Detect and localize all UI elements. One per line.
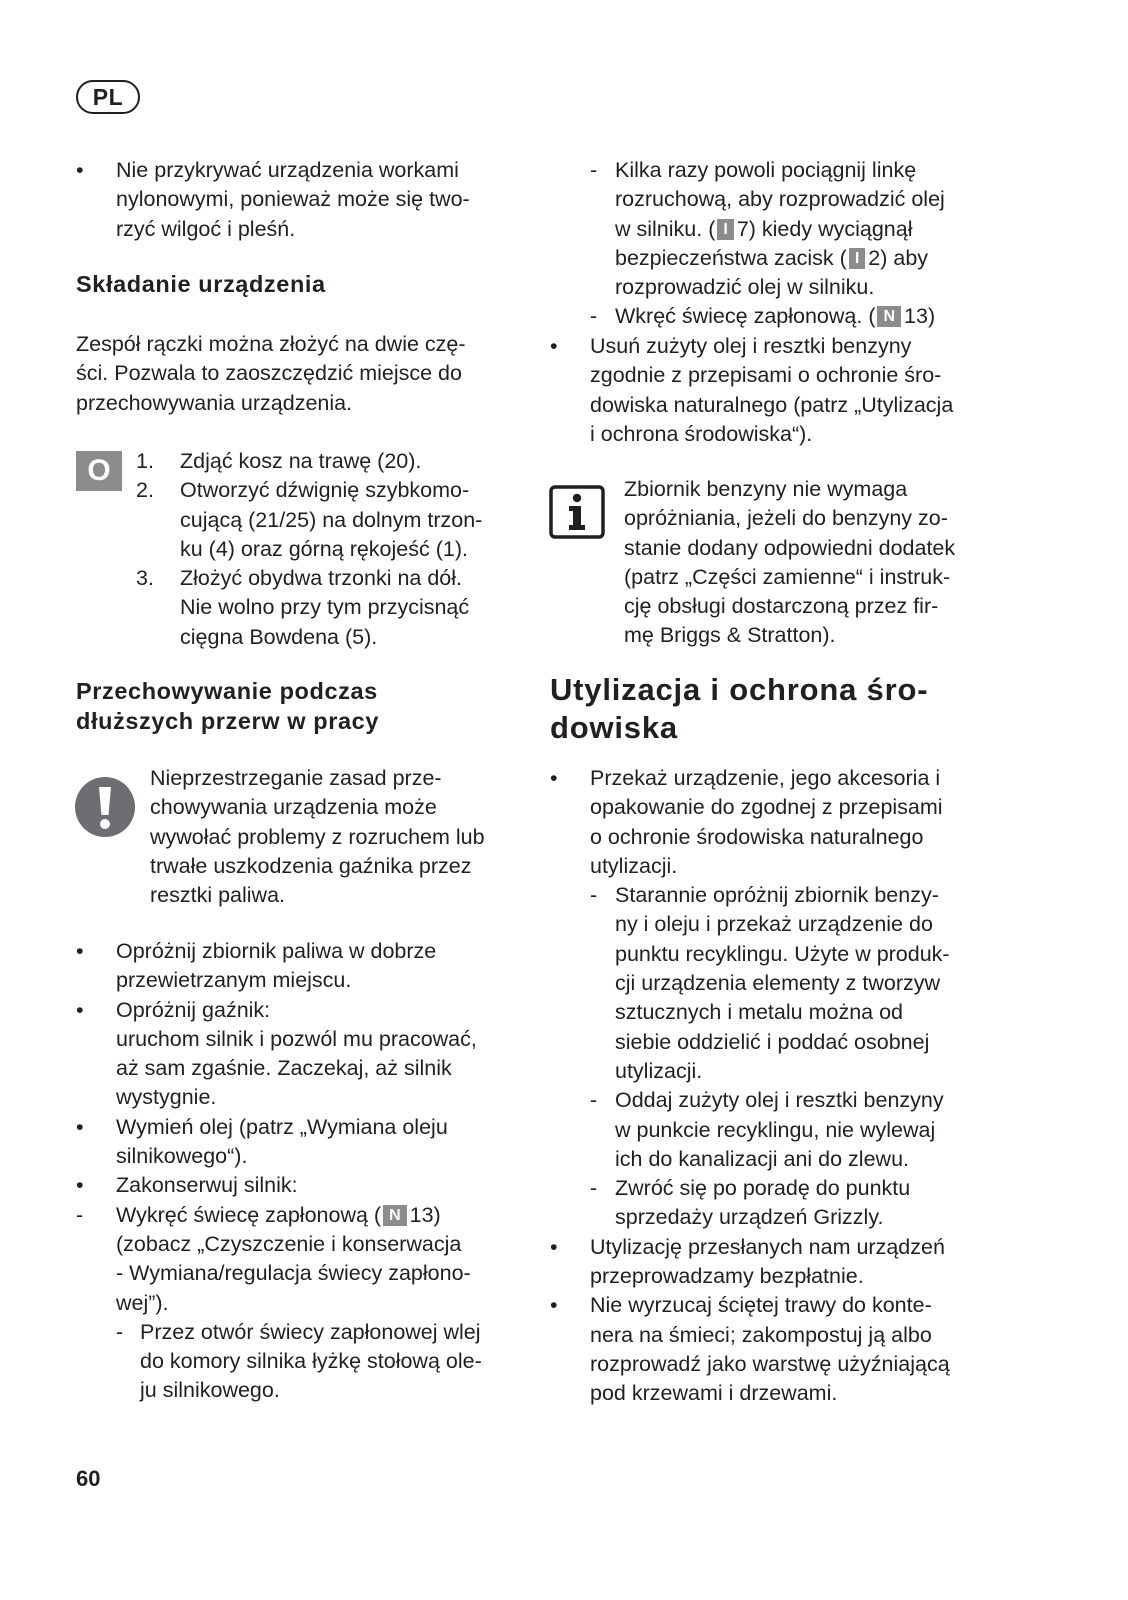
text-line: zgodnie z przepisami o ochronie śro- [590,363,942,388]
text-line: Nieprzestrzeganie zasad prze- [150,766,442,790]
step-item [136,476,536,564]
dash-mark: - [590,1088,598,1113]
text-line: Zespół rączki można złożyć na dwie czę- [76,332,466,356]
text-line: Wymień olej (patrz „Wymiana oleju [116,1114,448,1139]
text-line: cji urządzenia elementy z tworzyw [615,971,941,996]
text-line: rozprowadzić olej w silniku. [615,275,875,300]
heading-line: dłuższych przerw w pracy [76,708,380,734]
text-line: Utylizację przesłanych nam urządzeń [590,1234,945,1259]
text-line: wystygnie. [116,1085,217,1110]
text-line: Przekaż urządzenie, jego akcesoria i [590,766,941,790]
text-line: w punkcie recyklingu, nie wylewaj [615,1117,936,1142]
text-line: utylizacji. [590,853,678,878]
text-line: trwałe uszkodzenia gaźnika przez [150,853,472,878]
storage-list [76,937,541,1406]
text-line: cję obsługi dostarczoną przez fir- [624,594,939,619]
text-line: Starannie opróżnij zbiornik benzy- [615,883,939,908]
text-line: Zbiornik benzyny nie wymaga [624,477,908,501]
text-line: dowiska naturalnego (patrz „Utylizacja [590,392,954,417]
list-item [590,881,1050,1086]
text-span: Wykręć świecę zapłonową ( [116,1202,382,1227]
text-line [615,302,1035,331]
list-item [76,937,541,996]
heading-line: Przechowywanie podczas [76,678,378,704]
text-line: silnikowego“). [116,1144,248,1169]
page-number: 60 [76,1466,101,1491]
step-number: 2. [136,478,154,503]
text-line [116,1201,541,1230]
list-item [76,1201,541,1318]
figure-n-icon: N [877,306,901,327]
text-line: rozprowadź jako warstwę użyźniającą [590,1351,950,1376]
text-line: ści. Pozwala to zaoszczędzić miejsce do [76,361,462,386]
dash-mark: - [590,883,598,908]
heading-storage [76,676,379,736]
heading-line: Utylizacja i ochrona śro- [550,672,929,707]
text-line: uruchom silnik i pozwól mu pracować, [116,1026,477,1051]
text-line: do komory silnika łyżkę stołową ole- [140,1349,482,1374]
list-item [76,996,541,1113]
text-line: resztki paliwa. [150,883,286,908]
right-sub-dash-block [590,156,1035,332]
text-line: mę Briggs & Stratton). [624,623,836,648]
list-item [550,332,1050,449]
figure-i-icon: I [849,248,865,269]
text-line: przechowywania urządzenia. [76,390,353,415]
text-line: przewietrzanym miejscu. [116,968,352,993]
text-line [615,215,1035,244]
list-item [590,156,1035,302]
bullet-mark: • [550,1234,558,1259]
list-item [116,1318,541,1406]
text-line: opróżniania, jeżeli do benzyny zo- [624,506,948,531]
step-item [136,447,536,476]
figure-i-icon: I [717,219,733,240]
text-line: ny i oleju i przekaż urządzenie do [615,912,933,937]
text-span: 2) aby [868,245,929,270]
info-icon [549,485,605,539]
text-line: Usuń zużyty olej i resztki benzyny [590,334,912,358]
text-line: nylonowymi, ponieważ może się two- [116,187,470,212]
text-line: Zdjąć kosz na trawę (20). [180,449,422,473]
text-line: o ochronie środowiska naturalnego [590,824,924,849]
step-number: 3. [136,566,154,591]
text-line: i ochrona środowiska“). [590,421,813,446]
text-line: ich do kanalizacji ani do zlewu. [615,1146,909,1171]
text-line [615,244,1035,273]
list-item [550,1233,1050,1292]
text-span: bezpieczeństwa zacisk ( [615,245,847,270]
text-line: - Wymiana/regulacja świecy zapłono- [116,1261,471,1286]
text-line: nera na śmieci; zakompostuj ją albo [590,1322,932,1347]
text-line: sztucznych i metalu można od [615,1000,903,1025]
heading-line: dowiska [550,710,678,745]
text-span: Wkręć świecę zapłonową. ( [615,304,876,329]
warning-text [150,764,540,910]
list-item [590,302,1035,331]
text-line: Przez otwór świecy zapłonowej wlej [140,1319,481,1344]
text-line: Oddaj zużyty olej i resztki benzyny [615,1088,944,1113]
text-span: 13) [409,1202,441,1227]
text-line: sprzedaży urządzeń Grizzly. [615,1205,884,1230]
warning-exclamation-icon [74,776,136,838]
text-line: wej”). [116,1290,169,1315]
text-line: przeprowadzamy bezpłatnie. [590,1264,864,1289]
text-line: Nie wolno przy tym przycisnąć [180,595,470,620]
text-line: ku (4) oraz górną rękojeść (1). [180,536,468,561]
text-span: w silniku. ( [615,216,716,241]
list-item [76,1171,541,1200]
text-line: cięgna Bowdena (5). [180,624,378,649]
bullet-mark: • [76,997,84,1022]
dash-mark: - [590,158,598,182]
step-item [136,564,536,652]
dash-mark: - [590,1176,598,1201]
text-line: siebie oddzielić i poddać osobnej [615,1029,930,1054]
folding-intro [76,330,536,418]
text-line: utylizacji. [615,1058,703,1083]
bullet-mark: • [76,1114,84,1139]
figure-o-icon: O [76,451,122,491]
disposal-list [550,764,1050,1409]
list-item [550,1291,1050,1408]
language-badge: PL [76,80,140,114]
list-item [550,764,1050,881]
dash-mark: - [76,1202,84,1227]
bullet-mark: • [550,334,558,358]
text-line: Nie wyrzucaj ściętej trawy do konte- [590,1293,932,1318]
bullet-no-cover [76,156,536,244]
text-span: 7) kiedy wyciągnął [736,216,913,241]
text-line: (patrz „Części zamienne“ i instruk- [624,564,951,589]
bullet-mark: • [76,939,84,963]
text-line: cującą (21/25) na dolnym trzon- [180,507,483,532]
bullet-mark: • [550,766,558,790]
text-span: 13) [904,304,936,329]
text-line: rzyć wilgoć i pleśń. [116,216,296,241]
dash-mark: - [590,304,598,329]
text-line: wywołać problemy z rozruchem lub [150,824,485,849]
text-line: Zwróć się po poradę do punktu [615,1176,911,1201]
step-number: 1. [136,449,154,473]
text-line: Opróżnij zbiornik paliwa w dobrze [116,939,437,963]
dash-mark: - [116,1319,124,1344]
list-item [590,1174,1050,1233]
text-line: pod krzewami i drzewami. [590,1381,838,1406]
text-line: stanie dodany odpowiedni dodatek [624,535,956,560]
info-text [624,475,1014,651]
bullet-mark: • [76,158,84,182]
text-line: (zobacz „Czyszczenie i konserwacja [116,1231,462,1256]
folding-steps [136,447,536,652]
text-line: Kilka razy powoli pociągnij linkę [615,158,917,182]
text-line: Zakonserwuj silnik: [116,1173,298,1198]
list-item [590,1086,1050,1174]
text-line: Opróżnij gaźnik: [116,997,271,1022]
text-line: punktu recyklingu. Użyte w produk- [615,941,950,966]
text-line: Złożyć obydwa trzonki na dół. [180,566,463,591]
text-line: Otworzyć dźwignię szybkomo- [180,478,470,503]
text-line: opakowanie do zgodnej z przepisami [590,795,943,820]
bullet-mark: • [550,1293,558,1318]
text-line: aż sam zgaśnie. Zaczekaj, aż silnik [116,1056,452,1081]
list-item [76,1113,541,1172]
bullet-mark: • [76,1173,84,1198]
bullet-oil [550,332,1050,449]
text-line: ju silnikowego. [140,1378,280,1403]
heading-folding: Składanie urządzenia [76,271,326,297]
text-line: Nie przykrywać urządzenia workami [116,158,459,182]
text-line: rozruchową, aby rozprowadzić olej [615,187,945,212]
heading-disposal [550,671,928,747]
figure-n-icon: N [383,1205,407,1226]
text-line: chowywania urządzenia może [150,795,437,820]
